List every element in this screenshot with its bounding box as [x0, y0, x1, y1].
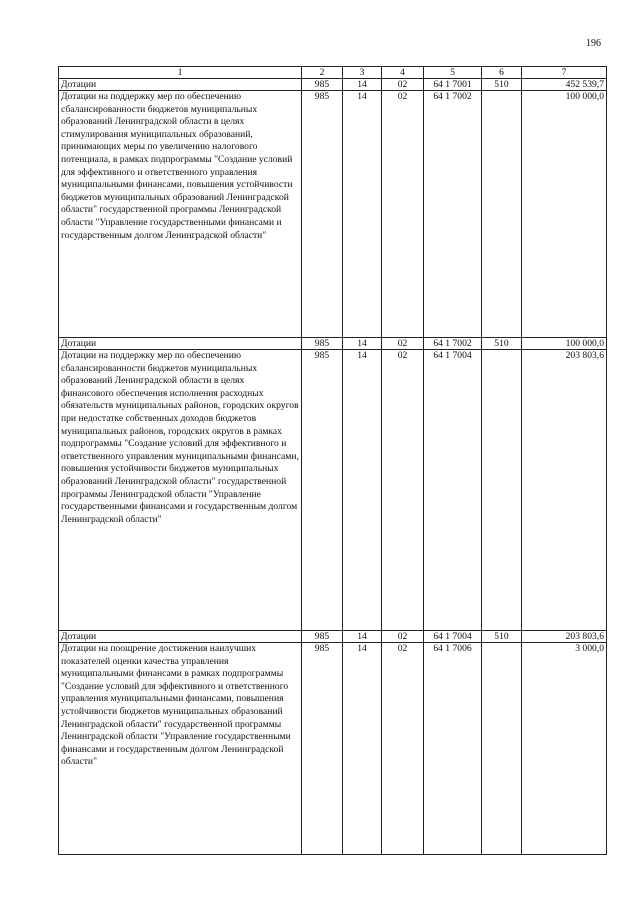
row-target-code: 64 1 7004 — [424, 350, 482, 631]
column-header: 2 — [302, 67, 343, 79]
row-description: Дотации на поддержку мер по обеспечению сбалансированности бюджетов муниципальных образований Ленинградской области в целях финансового обеспечения исполнения расходных обязательств муниципальных районов, городских округов при недостатке собственных доходов бюджетов муниципальных районов, городских округов в рамках подпрограммы "Создание условий для эффективного и ответственного управления муниципальными финансами, повышения устойчивости бюджетов муниципальных образований Ленинградской области" государственной программы Ленинградской области "Управление государственными финансами и государственным долгом Ленинградской области" — [59, 350, 302, 631]
table-row — [59, 79, 607, 91]
column-header: 4 — [382, 67, 424, 79]
page-number: 196 — [586, 38, 601, 49]
row-subsection-code: 02 — [382, 643, 424, 855]
row-ministry-code: 985 — [302, 91, 343, 338]
row-amount: 100 000,0 — [522, 91, 607, 338]
column-header: 5 — [424, 67, 482, 79]
row-subsection-code: 02 — [382, 631, 424, 643]
row-section-code: 14 — [343, 91, 382, 338]
column-header: 6 — [482, 67, 522, 79]
table-row — [59, 338, 607, 350]
row-amount: 100 000,0 — [522, 338, 607, 350]
row-target-code: 64 1 7002 — [424, 91, 482, 338]
row-amount: 203 803,6 — [522, 350, 607, 631]
row-description: Дотации на поощрение достижения наилучших показателей оценки качества управления муниципальными финансами в рамках подпрограммы "Создание условий для эффективного и ответственного управления муниципальными финансами, повышения устойчивости бюджетов муниципальных образований Ленинградской области" государственной программы Ленинградской области "Управление государственными финансами и государственным долгом Ленинградской области" — [59, 643, 302, 855]
row-expense-type: 510 — [482, 79, 522, 91]
row-subsection-code: 02 — [382, 91, 424, 338]
row-subsection-code: 02 — [382, 338, 424, 350]
row-ministry-code: 985 — [302, 79, 343, 91]
row-section-code: 14 — [343, 643, 382, 855]
row-description: Дотации — [59, 338, 302, 350]
row-expense-type — [482, 643, 522, 855]
table-row — [59, 643, 607, 855]
column-header: 3 — [343, 67, 382, 79]
row-amount: 452 539,7 — [522, 79, 607, 91]
row-target-code: 64 1 7002 — [424, 338, 482, 350]
row-target-code: 64 1 7006 — [424, 643, 482, 855]
row-expense-type: 510 — [482, 338, 522, 350]
row-subsection-code: 02 — [382, 79, 424, 91]
table-row — [59, 350, 607, 631]
row-description: Дотации на поддержку мер по обеспечению сбалансированности бюджетов муниципальных образований Ленинградской области в целях стимулирования муниципальных образований, принимающих меры по увеличению налогового потенциала, в рамках подпрограммы "Создание условий для эффективного и ответственного управления муниципальными финансами, повышения устойчивости бюджетов муниципальных образований Ленинградской области" государственной программы Ленинградской области "Управление государственными финансами и государственным долгом Ленинградской области" — [59, 91, 302, 338]
row-section-code: 14 — [343, 350, 382, 631]
row-expense-type — [482, 91, 522, 338]
row-ministry-code: 985 — [302, 643, 343, 855]
row-expense-type — [482, 350, 522, 631]
row-ministry-code: 985 — [302, 338, 343, 350]
row-amount: 3 000,0 — [522, 643, 607, 855]
column-header: 1 — [59, 67, 302, 79]
row-description: Дотации — [59, 631, 302, 643]
header-row — [59, 67, 607, 79]
table-row — [59, 91, 607, 338]
row-ministry-code: 985 — [302, 631, 343, 643]
row-description: Дотации — [59, 79, 302, 91]
row-amount: 203 803,6 — [522, 631, 607, 643]
column-header: 7 — [522, 67, 607, 79]
row-section-code: 14 — [343, 79, 382, 91]
row-target-code: 64 1 7004 — [424, 631, 482, 643]
row-section-code: 14 — [343, 338, 382, 350]
row-section-code: 14 — [343, 631, 382, 643]
row-expense-type: 510 — [482, 631, 522, 643]
row-target-code: 64 1 7001 — [424, 79, 482, 91]
table-row — [59, 631, 607, 643]
budget-table — [58, 66, 607, 855]
row-subsection-code: 02 — [382, 350, 424, 631]
row-ministry-code: 985 — [302, 350, 343, 631]
